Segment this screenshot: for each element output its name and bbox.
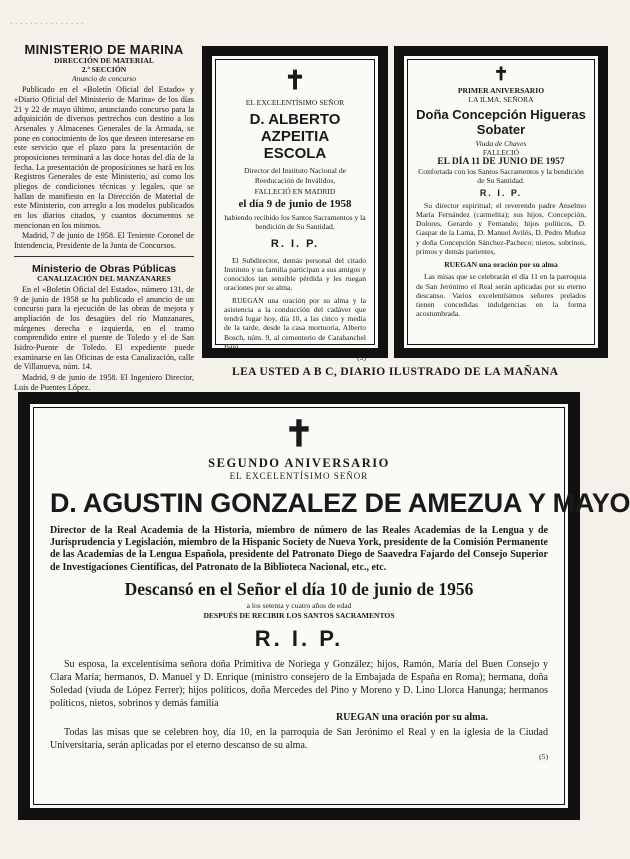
azpeitia-pre-title: EL EXCELENTÍSIMO SEÑOR xyxy=(245,98,345,107)
azpeitia-ref: (3) xyxy=(357,353,366,362)
amezua-ruegan: RUEGAN una oración por su alma. xyxy=(335,712,488,724)
azpeitia-died: FALLECIÓ EN MADRID xyxy=(254,186,336,196)
marina-section: 2.ª SECCIÓN xyxy=(81,65,127,75)
higueras-anniversary: PRIMER ANIVERSARIO xyxy=(457,86,545,95)
azpeitia-name-line1: D. ALBERTO AZPEITIA xyxy=(249,111,341,146)
higueras-rip: R. I. P. xyxy=(479,187,523,198)
azpeitia-rip: R. I. P. xyxy=(270,237,320,250)
marina-body: Publicado en el «Boletín Oficial del Estado» y «Diario Oficial del Ministerio de Marina» de los días 21 y 22 de mayo último, anunciando concurso para la adquisición de diversos pertrechos con destino a los Arsenales y Almacenes Generales de la Armada, se pone en conocimiento de los que deseen interesarse en este servicio que el plazo para la presentación de proposiciones terminará a las doce horas del día de la fecha. La presentación de proposiciones se hará en los Registros Generales de este Ministerio, así como los pliegos de condiciones técnicas y legales, que se hallan de manifiesto en la Dirección de Material de este Ministerio, con arreglo a los modelos publicados en los diarios citados, y cuantos documentos se mencionan en los mismos. xyxy=(14,85,194,230)
obras-body: En el «Boletín Oficial del Estado», número 131, de 9 de junio de 1958 se ha publicado el anuncio de un concurso para la ejecución de las obras de mejora y ampliación de los desagües del río Manzanares, márgenes derecha e izquierda, en el tramo comprendido entre el puente de Toledo y el de San Isidro-Puente de Toledo. El expediente puede examinarse en las Oficinas de esta Canalización, calle de Villanueva, núm. 14. xyxy=(14,284,194,372)
amezua-masses: Todas las misas que se celebren hoy, día 10, en la parroquia de San Jerónimo el Real y en la iglesia de la Ciudad Universitaria, serán aplicadas por el eterno descanso de su alma. xyxy=(50,727,548,752)
amezua-pre-title: EL EXCELENTÍSIMO SEÑOR xyxy=(229,471,369,481)
cross-icon: ✝ xyxy=(493,64,509,85)
top-header-line: · · · · · · · · · · · · · · · xyxy=(10,20,84,28)
higueras-family: Su director espiritual; el reverendo padre Anselmo María Fernández (carmelita); sus hijos, Concepción, Dolores, Gerardo y Fernando; hijos políticos, D. Gaspar de la Lama, D. Manuel Avilés, D. Pedro Muñoz y doña Concepción Sánchez-Pacheco; nietos, sobrinos, primos y demás parientes, xyxy=(416,200,586,256)
column-divider xyxy=(14,256,194,257)
obituary-azpeitia xyxy=(202,46,388,362)
higueras-pre-title: LA ILMA. SEÑORA xyxy=(468,95,534,105)
higueras-ruegan: RUEGAN una oración por su alma xyxy=(444,260,558,269)
higueras-date: EL DÍA 11 DE JUNIO DE 1957 xyxy=(437,157,565,167)
azpeitia-date: el día 9 de junio de 1958 xyxy=(238,198,352,210)
marina-direction: DIRECCIÓN DE MATERIAL xyxy=(54,56,154,66)
obras-signature: Madrid, 9 de junio de 1958. El Ingeniero Director, Luis de Puentes López. xyxy=(14,372,194,392)
higueras-widow: Viuda de Chaves xyxy=(475,138,527,148)
marina-signature: Madrid, 7 de junio de 1958. El Teniente Coronel de Intendencia, Presidente de la Junta de Concursos. xyxy=(14,231,194,250)
higueras-name-line1: Doña Concepción Higueras xyxy=(416,106,586,122)
obras-subtitle: CANALIZACIÓN DEL MANZANARES xyxy=(37,273,171,283)
azpeitia-name-line2: ESCOLA xyxy=(263,145,327,163)
higueras-name-line2: Sobater xyxy=(476,121,526,137)
amezua-ref: (5) xyxy=(539,752,548,762)
obituary-amezua xyxy=(18,392,630,820)
azpeitia-titles: Director del Instituto Nacional de Reeducación de Inválidos, xyxy=(243,166,347,185)
higueras-masses: Las misas que se celebrarán el día 11 en la parroquia de San Jerónimo el Real serán aplicadas por su eterno descanso. Varios excelentísimos señores prelados tienen concedidas indulgencias en la forma acostumbrada. xyxy=(416,272,586,319)
left-notices-column xyxy=(14,42,194,397)
higueras-died: FALLECIÓ xyxy=(482,147,520,157)
higueras-sacraments: Confortada con los Santos Sacramentos y la bendición de Su Santidad. xyxy=(418,167,584,186)
azpeitia-family: El Subdirector, demás personal del citado Instituto y su familia participan a sus amigos y conocidos tan sensible pérdida y les ruegan oraciones por su alma. xyxy=(224,255,366,293)
azpeitia-ruegan: RUEGAN una oración por su alma y la asistencia a la conducción del cadáver que tendrá lugar hoy, día 10, a las cinco y media de la tarde, desde la casa mortuoria, Alberto Bosch, núm. 9, al cementerio de Carabanchel Bajo. xyxy=(224,295,366,351)
amezua-sacraments: DESPUÉS DE RECIBIR LOS SANTOS SACRAMENTOS xyxy=(203,610,395,620)
abc-banner: LEA USTED A B C, DIARIO ILUSTRADO DE LA MAÑANA xyxy=(232,366,559,378)
marina-notice-kind: Anuncio de concurso xyxy=(71,74,137,84)
obituary-higueras xyxy=(394,46,608,358)
cross-icon: ✝ xyxy=(283,413,315,455)
amezua-rested: Descansó en el Señor el día 10 de junio de 1956 xyxy=(124,578,474,599)
obras-title: Ministerio de Obras Públicas xyxy=(31,262,177,275)
azpeitia-sacraments: habiendo recibido los Santos Sacramentos y la bendición de Su Santidad. xyxy=(224,213,366,232)
amezua-anniversary: SEGUNDO ANIVERSARIO xyxy=(208,456,390,470)
amezua-name: D. AGUSTIN GONZALEZ DE AMEZUA Y MAYO xyxy=(50,487,630,518)
amezua-rip: R. I. P. xyxy=(254,626,344,652)
amezua-family: Su esposa, la excelentísima señora doña Primitiva de Noriega y González; hijos, Ramón, María del Buen Consejo y Clara María; hermanos, D. Manuel y D. Enrique (ministro consejero de la Embajada de España en Roma); hermana, doña Soledad (viuda de López Ferrer); hijos políticos, doña Mercedes del Pino y Moreno y D. Lino Llorca Hanunga; hermanos políticos, nietos, sobrinos y demás familia xyxy=(50,659,548,710)
marina-title: MINISTERIO DE MARINA xyxy=(24,42,184,57)
cross-icon: ✝ xyxy=(284,66,306,96)
amezua-titles: Director de la Real Academia de la Historia, miembro de número de las Reales Academias de la Lengua y de Jurisprudencia y Legislación, miembro de la Hispanic Society de Nueva York, presidente de la Comisión Permanente de las Academias de la Lengua Española, presidente del Patronato Diego de Saavedra Fajardo del Consejo Superior de Investigaciones Científicas, del Patronato de la Biblioteca Nacional, etc., etc. xyxy=(50,524,548,573)
amezua-age: a los setenta y cuatro años de edad xyxy=(246,600,352,610)
